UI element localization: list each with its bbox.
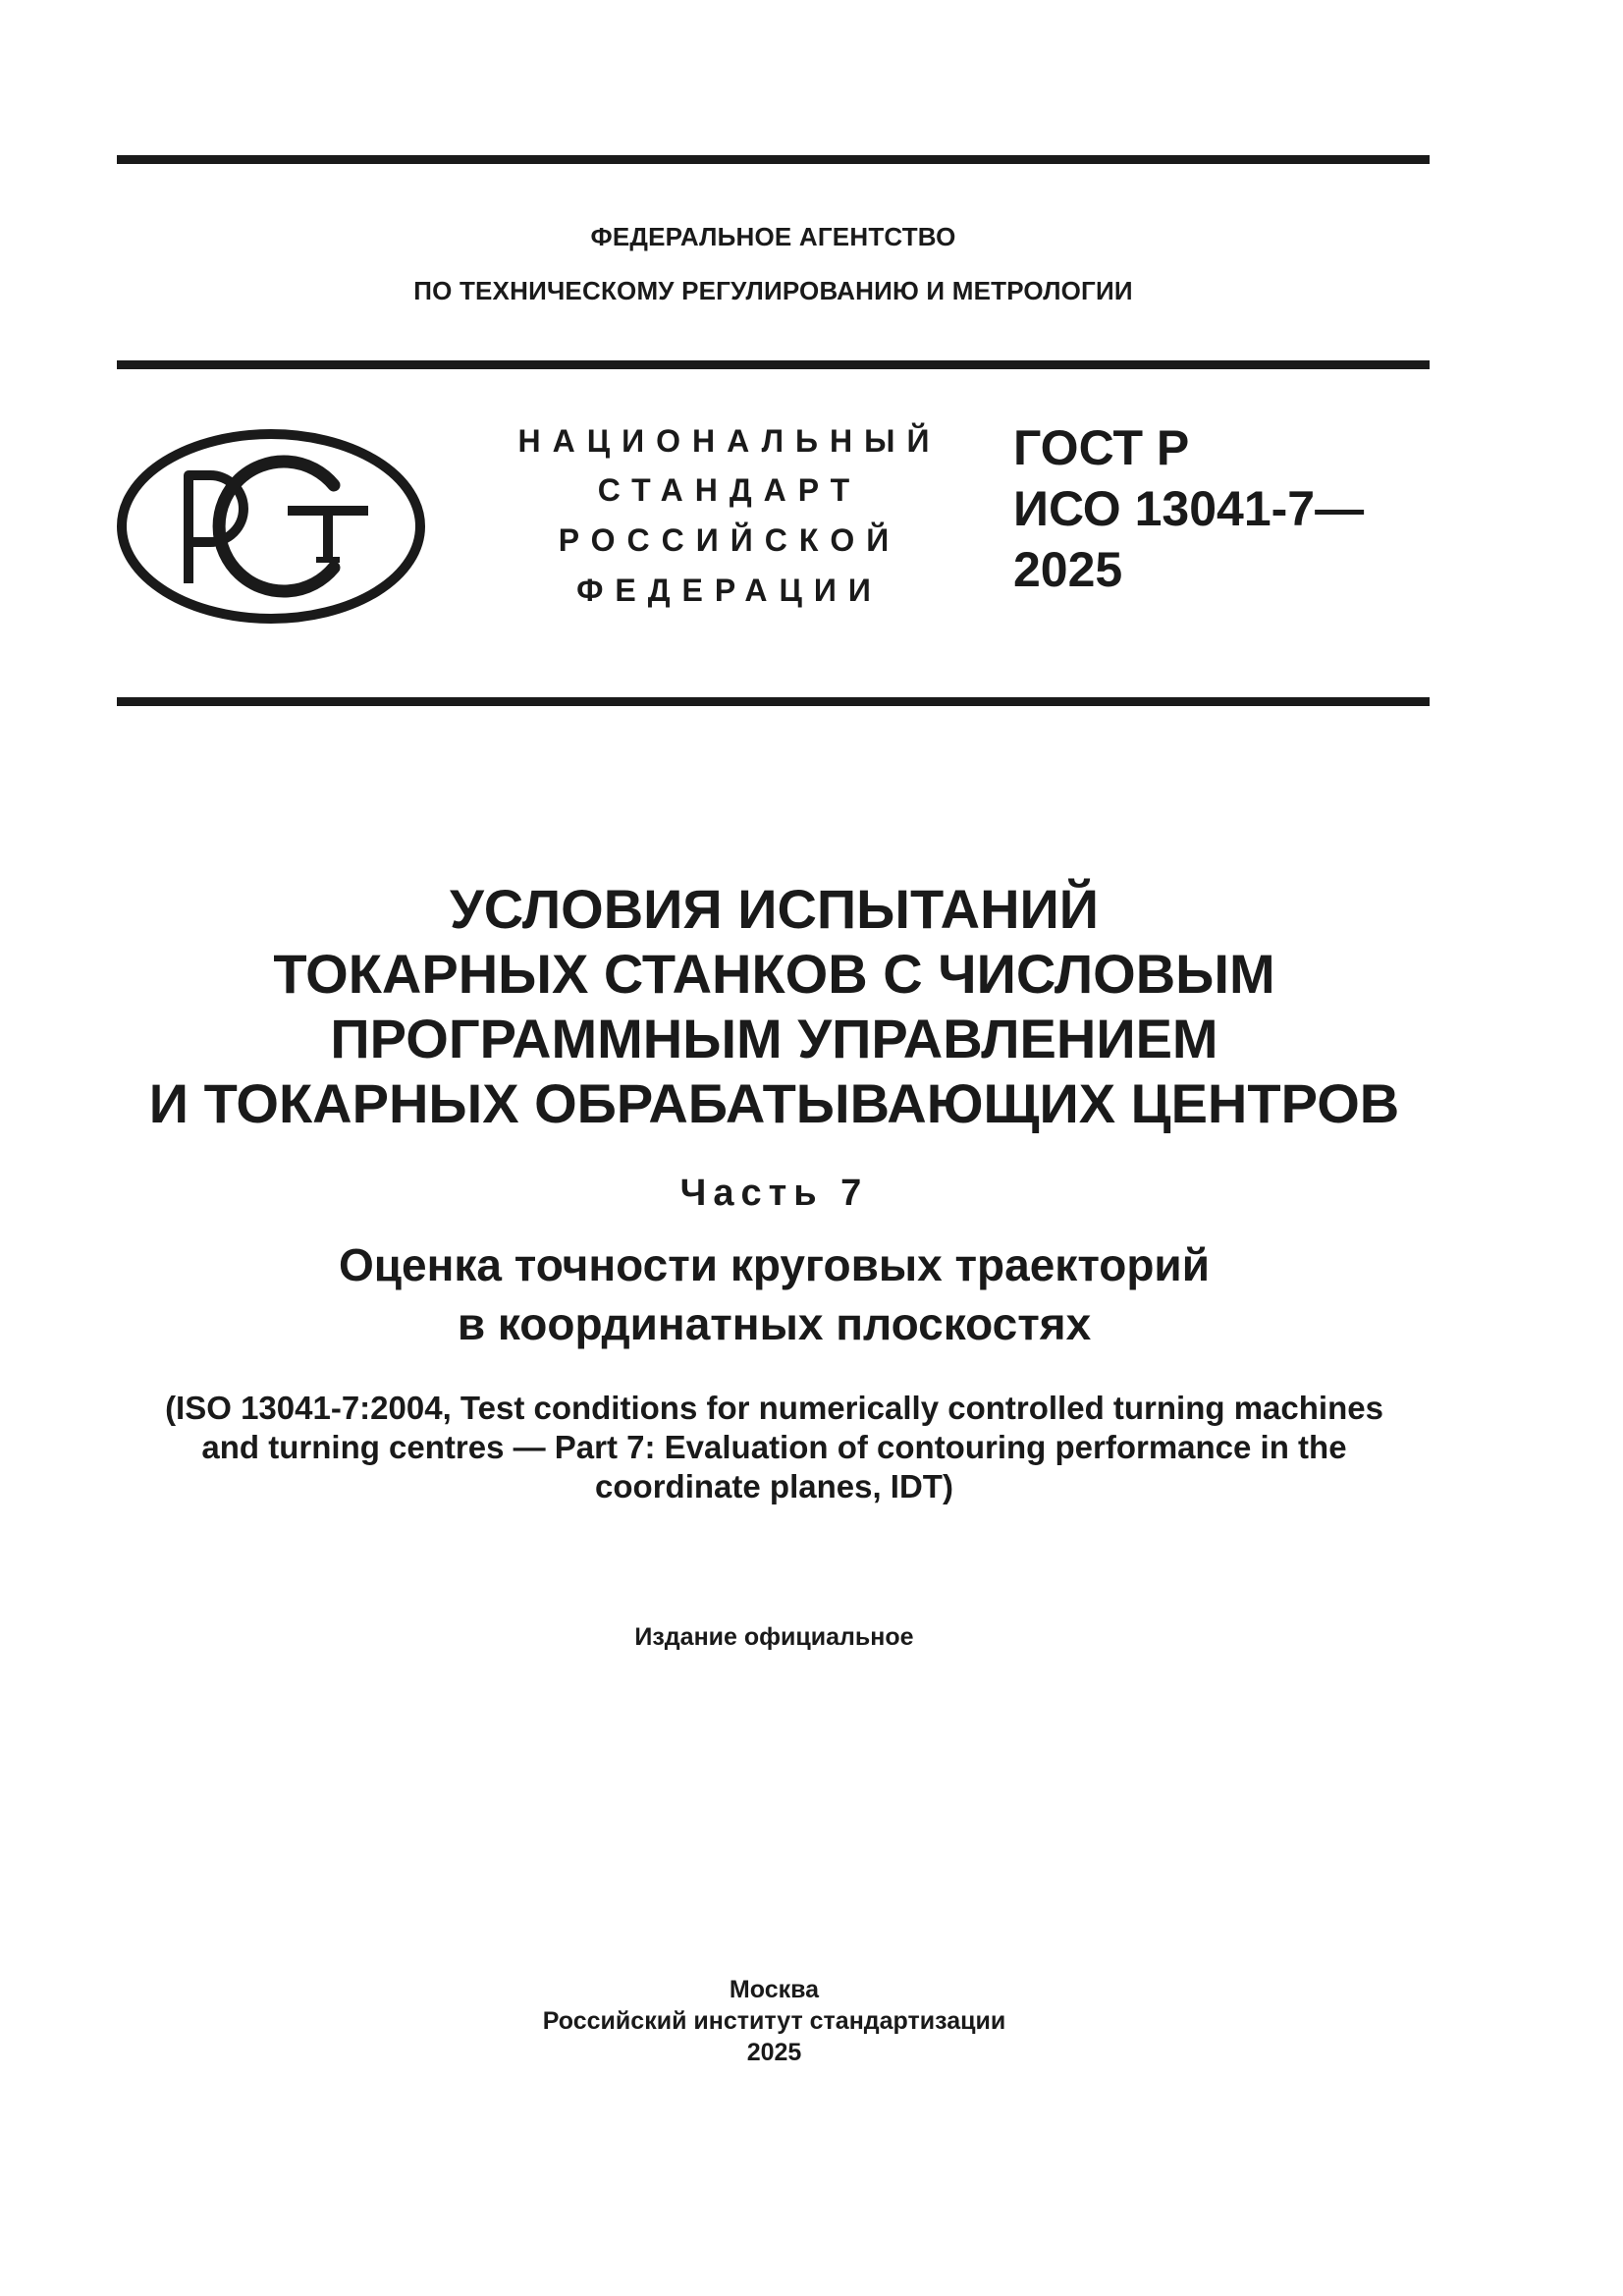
- designation-line2: ИСО 13041-7—: [1013, 481, 1365, 536]
- designation-line3: 2025: [1013, 542, 1123, 597]
- iso-reference-line2: and turning centres — Part 7: Evaluation of contouring performance in the: [201, 1429, 1347, 1465]
- publisher-year: 2025: [746, 2039, 802, 2066]
- national-standard-line3: РОССИЙСКОЙ: [558, 522, 901, 558]
- designation-line1: ГОСТ Р: [1013, 420, 1190, 475]
- edition-label: Издание официальное: [634, 1623, 914, 1651]
- part-number: Часть 7: [679, 1173, 869, 1214]
- title-line3: ПРОГРАММНЫМ УПРАВЛЕНИЕМ: [330, 1008, 1218, 1069]
- agency-name-line2: ПО ТЕХНИЧЕСКОМУ РЕГУЛИРОВАНИЮ И МЕТРОЛОГИИ: [413, 276, 1133, 305]
- top-rule: [117, 155, 1430, 164]
- iso-reference: [59, 1389, 1489, 1506]
- header-bottom-rule: [117, 697, 1430, 706]
- title-line2: ТОКАРНЫХ СТАНКОВ С ЧИСЛОВЫМ: [273, 943, 1275, 1005]
- publisher-name: Российский институт стандартизации: [542, 2007, 1006, 2035]
- national-standard-line4: ФЕДЕРАЦИИ: [576, 573, 883, 608]
- subtitle-line1: Оценка точности круговых траекторий: [338, 1239, 1210, 1290]
- iso-reference-line3: coordinate planes, IDT): [595, 1468, 953, 1504]
- title-line1: УСЛОВИЯ ИСПЫТАНИЙ: [449, 878, 1100, 940]
- iso-reference-line1: (ISO 13041-7:2004, Test conditions for numerically controlled turning machines: [165, 1390, 1383, 1426]
- document-subtitle: [59, 1235, 1489, 1353]
- agency-rule: [117, 360, 1430, 369]
- rst-logo-icon: [116, 428, 426, 625]
- national-standard-line2: СТАНДАРТ: [597, 472, 862, 508]
- publisher-block: [59, 1974, 1489, 2068]
- title-line4: И ТОКАРНЫХ ОБРАБАТЫВАЮЩИХ ЦЕНТРОВ: [148, 1072, 1400, 1134]
- document-title: [59, 877, 1489, 1136]
- publisher-city: Москва: [729, 1976, 820, 2003]
- subtitle-line2: в координатных плоскостях: [457, 1298, 1092, 1349]
- standard-designation: [1013, 417, 1364, 600]
- national-standard-line1: НАЦИОНАЛЬНЫЙ: [517, 423, 942, 459]
- agency-name-line1: ФЕДЕРАЛЬНОЕ АГЕНТСТВО: [590, 222, 956, 251]
